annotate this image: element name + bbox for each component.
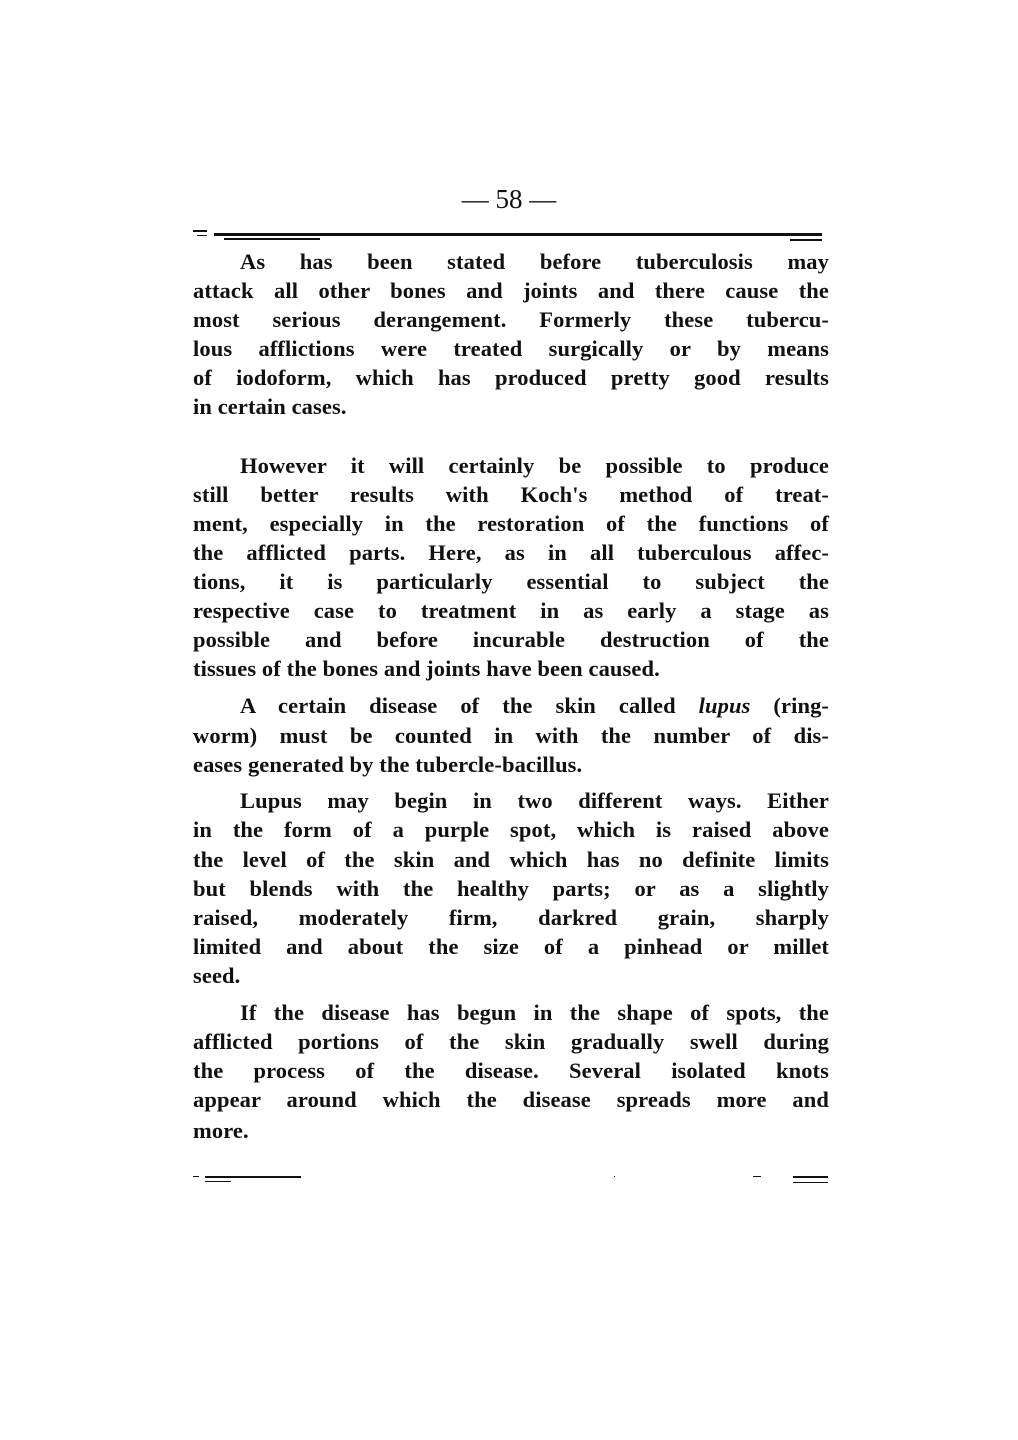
line-text: the level of the skin and which has no definite limits	[193, 847, 829, 872]
text-line	[193, 510, 829, 538]
line-text: worm) must be counted in with the number of dis-	[193, 723, 829, 748]
line-text: the afflicted parts. Here, as in all tuberculous affec-	[193, 540, 829, 565]
line-text: appear around which the disease spreads more and	[193, 1087, 829, 1112]
text-line	[193, 962, 829, 990]
line-text: eases generated by the tubercle-bacillus.	[193, 752, 583, 777]
line-text: respective case to treatment in as early a stage as	[193, 598, 829, 623]
text-segment: (ring-	[750, 693, 830, 718]
text-line	[193, 539, 829, 567]
line-text: If the disease has begun in the shape of spots, the	[240, 1000, 829, 1025]
text-line	[193, 933, 829, 961]
page-number: — 58 —	[461, 184, 557, 214]
line-text: but blends with the healthy parts; or as a slightly	[193, 876, 829, 901]
line-text: most serious derangement. Formerly these tubercu-	[193, 307, 829, 332]
text-line	[193, 306, 829, 334]
text-line	[193, 597, 829, 625]
line-text: in certain cases.	[193, 394, 347, 419]
line-text: in the form of a purple spot, which is raised above	[193, 817, 829, 842]
text-line	[193, 1028, 829, 1056]
text-line	[240, 999, 829, 1027]
line-text: attack all other bones and joints and there cause the	[193, 278, 829, 303]
text-line	[193, 816, 829, 844]
line-text: possible and before incurable destruction of the	[193, 627, 829, 652]
text-line	[193, 722, 829, 750]
text-line	[240, 692, 829, 720]
text-line	[193, 364, 829, 392]
text-line	[193, 904, 829, 932]
text-line	[240, 248, 829, 276]
text-line	[193, 626, 829, 654]
line-text: of iodoform, which has produced pretty good results	[193, 365, 829, 390]
line-text: lous afflictions were treated surgically or by means	[193, 336, 829, 361]
line-text: Lupus may begin in two different ways. Either	[240, 788, 829, 813]
line-text: ment, especially in the restoration of the functions of	[193, 511, 829, 536]
text-line	[193, 1086, 829, 1114]
text-line	[193, 568, 829, 596]
text-line	[193, 277, 829, 305]
text-line	[193, 393, 829, 421]
line-text: seed.	[193, 963, 241, 988]
text-segment: A certain disease of the skin called	[240, 693, 699, 718]
text-line	[240, 452, 829, 480]
line-text: However it will certainly be possible to produce	[240, 453, 829, 478]
line-text: tissues of the bones and joints have been caused.	[193, 656, 660, 681]
text-line	[240, 787, 829, 815]
italic-term: lupus	[698, 693, 751, 718]
line-text: As has been stated before tuberculosis may	[240, 249, 829, 274]
text-line	[193, 875, 829, 903]
line-text: raised, moderately firm, darkred grain, sharply	[193, 905, 829, 930]
line-text	[240, 692, 829, 720]
line-text: more.	[193, 1118, 249, 1143]
line-text: still better results with Koch's method of treat-	[193, 482, 829, 507]
text-line	[193, 1117, 829, 1145]
line-text: afflicted portions of the skin gradually swell during	[193, 1029, 829, 1054]
text-line	[193, 481, 829, 509]
line-text: tions, it is particularly essential to subject the	[193, 569, 829, 594]
text-line	[193, 751, 829, 779]
line-text: the process of the disease. Several isolated knots	[193, 1058, 829, 1083]
text-line	[193, 1057, 829, 1085]
line-text: limited and about the size of a pinhead or millet	[193, 934, 829, 959]
text-line	[193, 846, 829, 874]
text-line	[193, 335, 829, 363]
text-line	[193, 655, 829, 683]
